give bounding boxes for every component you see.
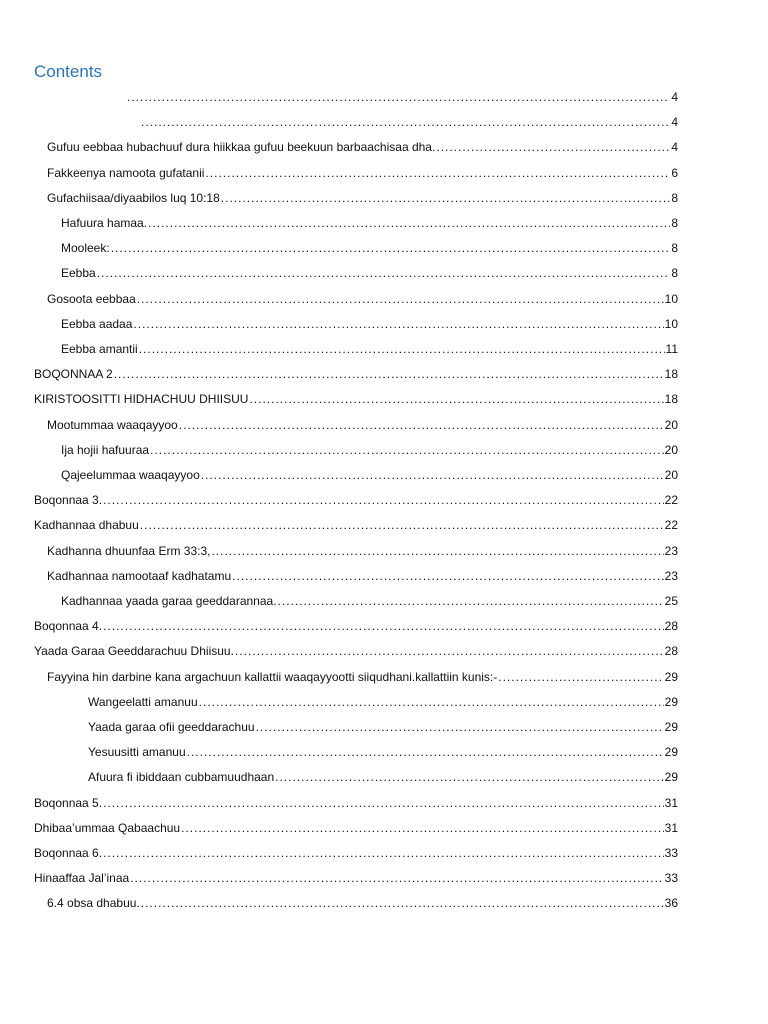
toc-entry[interactable] — [47, 541, 678, 561]
toc-entry[interactable] — [34, 364, 678, 384]
toc-entry-title: Gufuu eebbaa hubachuuf dura hiikkaa gufuu beekuun barbaachisaa dha. — [47, 140, 436, 155]
toc-entry-page-number: 6 — [671, 165, 678, 180]
toc-dot-leader — [235, 641, 664, 661]
toc-entry[interactable] — [61, 440, 678, 460]
toc-entry[interactable] — [61, 465, 678, 485]
toc-dot-leader — [114, 364, 664, 384]
toc-entry-title: KIRISTOOSITTI HIDHACHUU DHIISUU — [34, 392, 249, 407]
toc-dot-leader — [436, 137, 670, 157]
toc-dot-leader — [150, 440, 664, 460]
toc-dot-leader — [187, 742, 664, 762]
toc-dot-leader — [211, 541, 663, 561]
toc-entry-title: Eebba — [61, 266, 96, 281]
toc-dot-leader — [201, 465, 664, 485]
toc-entry-title: Boqonnaa 5. — [34, 795, 103, 810]
toc-entry-page-number: 22 — [664, 518, 678, 533]
toc-dot-leader — [130, 868, 663, 888]
toc-entry[interactable] — [88, 742, 678, 762]
toc-dot-leader — [137, 289, 664, 309]
toc-entry-page-number: 18 — [664, 392, 678, 407]
toc-entry-title: Fayyina hin darbine kana argachuun kallattii waaqayyootti siiqudhani.kallattiin kunis:- — [47, 669, 498, 684]
toc-entry-title: Mootummaa waaqayyoo — [47, 417, 178, 432]
toc-entry-page-number: 8 — [671, 216, 678, 230]
toc-entry-page-number: 23 — [664, 543, 678, 558]
toc-entry[interactable] — [34, 490, 678, 510]
toc-entry-title: Yesuusitti amanuu — [88, 745, 186, 760]
toc-dot-leader — [111, 238, 671, 258]
toc-dot-leader — [141, 112, 670, 132]
toc-entry-page-number: 10 — [664, 316, 678, 331]
toc-entry-page-number: 28 — [664, 644, 678, 659]
toc-entry-title: Kadhannaa dhabuu — [34, 518, 139, 533]
toc-entry-page-number: 29 — [664, 770, 678, 785]
toc-entry-page-number: 4 — [671, 115, 678, 130]
toc-entry-title: Eebba amantii — [61, 342, 138, 356]
toc-entry-page-number: 23 — [664, 568, 678, 583]
toc-entry[interactable] — [34, 818, 678, 838]
toc-entry-title: Eebba aadaa — [61, 316, 133, 331]
toc-heading: Contents — [34, 62, 103, 81]
toc-entry[interactable] — [88, 767, 678, 787]
toc-dot-leader — [498, 667, 663, 687]
toc-dot-leader — [141, 893, 664, 913]
toc-entry-title: Gosoota eebbaa — [47, 291, 136, 306]
toc-entry-title: Yaada garaa ofii geeddarachuu — [88, 720, 255, 734]
toc-entry[interactable] — [47, 566, 678, 586]
toc-entry[interactable] — [34, 616, 678, 636]
toc-entry[interactable] — [140, 112, 678, 132]
toc-dot-leader — [127, 87, 670, 107]
toc-entry-page-number: 10 — [664, 291, 678, 306]
toc-entry-title: Boqonnaa 4. — [34, 619, 103, 634]
toc-dot-leader — [179, 415, 664, 435]
toc-dot-leader — [232, 566, 663, 586]
toc-dot-leader — [140, 515, 664, 535]
toc-dot-leader — [103, 793, 664, 813]
toc-dot-leader — [199, 692, 664, 712]
toc-dot-leader — [181, 818, 664, 838]
toc-dot-leader — [221, 188, 671, 208]
toc-entry-page-number: 8 — [671, 190, 678, 205]
toc-entry[interactable] — [34, 793, 678, 813]
toc-entry[interactable] — [61, 238, 678, 258]
toc-entry-title: Kadhannaa yaada garaa geeddarannaa. — [61, 594, 277, 608]
toc-entry[interactable] — [34, 641, 678, 661]
toc-entry-page-number: 29 — [664, 720, 678, 734]
toc-entry-page-number: 18 — [664, 367, 678, 382]
toc-dot-leader — [205, 163, 670, 183]
toc-dot-leader — [148, 213, 670, 233]
toc-entry[interactable] — [47, 289, 678, 309]
toc-entry-title: Boqonnaa 3. — [34, 493, 103, 508]
toc-entry-title: Hinaaffaa Jal’inaa — [34, 871, 130, 886]
toc-entry-title: Dhibaa’ummaa Qabaachuu — [34, 820, 181, 835]
toc-dot-leader — [97, 263, 671, 283]
toc-entry-title: Yaada Garaa Geeddarachuu Dhiisuu. — [34, 644, 234, 659]
toc-entry-title: Boqonnaa 6. — [34, 846, 103, 860]
toc-entry[interactable] — [47, 667, 678, 687]
toc-entry-title: BOQONNAA 2 — [34, 367, 113, 382]
toc-entry[interactable] — [61, 263, 678, 283]
toc-dot-leader — [103, 616, 664, 636]
toc-entry[interactable] — [34, 515, 678, 535]
toc-entry-page-number: 20 — [664, 442, 678, 457]
toc-entry-title: Fakkeenya namoota gufatanii — [47, 165, 205, 180]
toc-entry[interactable] — [34, 868, 678, 888]
toc-entry[interactable] — [34, 843, 678, 863]
toc-entry[interactable] — [47, 188, 678, 208]
toc-entry-title: Hafuura hamaa. — [61, 216, 148, 230]
toc-entry-page-number: 36 — [664, 896, 678, 911]
toc-entry-page-number: 31 — [664, 820, 678, 835]
toc-entry-page-number: 29 — [664, 694, 678, 709]
toc-dot-leader — [103, 490, 664, 510]
toc-entry-page-number: 8 — [671, 266, 678, 281]
toc-dot-leader — [275, 767, 664, 787]
toc-entry[interactable] — [47, 415, 678, 435]
toc-entry-page-number: 11 — [665, 342, 678, 356]
toc-entry-title: Afuura fi ibiddaan cubbamuudhaan — [88, 770, 275, 785]
toc-entry[interactable] — [47, 893, 678, 913]
toc-entry-page-number: 4 — [671, 90, 678, 104]
toc-entry[interactable] — [61, 213, 678, 233]
toc-entry[interactable] — [61, 339, 678, 359]
toc-entry-page-number: 4 — [671, 140, 678, 155]
toc-entry-page-number: 22 — [664, 493, 678, 508]
toc-entry-title: Kadhannaa namootaaf kadhatamu — [47, 568, 232, 583]
toc-entry-title: Ija hojii hafuuraa — [61, 442, 150, 457]
toc-entry[interactable] — [88, 692, 678, 712]
toc-entry-title: Mooleek: — [61, 241, 110, 256]
toc-dot-leader — [103, 843, 664, 863]
toc-entry[interactable] — [61, 314, 678, 334]
toc-dot-leader — [139, 339, 665, 359]
toc-entry[interactable] — [88, 717, 678, 737]
toc-dot-leader — [278, 591, 664, 611]
toc-entry[interactable] — [61, 591, 678, 611]
toc-entry-title: Qajeelummaa waaqayyoo — [61, 468, 200, 482]
toc-dot-leader — [133, 314, 663, 334]
toc-entry[interactable] — [47, 137, 678, 157]
toc-entry-page-number: 33 — [664, 871, 678, 886]
toc-entry-page-number: 33 — [664, 846, 678, 860]
toc-entry-page-number: 8 — [671, 241, 678, 256]
toc-entry-title: 6.4 obsa dhabuu. — [47, 896, 140, 911]
toc-entry-title: Wangeelatti amanuu — [88, 694, 198, 709]
toc-entry-title: Gufachiisaa/diyaabilos luq 10:18 — [47, 190, 220, 205]
toc-dot-leader — [256, 717, 664, 737]
toc-entry-page-number: 25 — [664, 594, 678, 608]
toc-dot-leader — [249, 389, 663, 409]
toc-entry-page-number: 20 — [664, 417, 678, 432]
toc-entry[interactable] — [126, 87, 678, 107]
toc-entry[interactable] — [34, 389, 678, 409]
toc-entry-page-number: 31 — [664, 795, 678, 810]
toc-entry-page-number: 20 — [664, 468, 678, 482]
toc-entry-page-number: 29 — [664, 669, 678, 684]
toc-entry-title: Kadhanna dhuunfaa Erm 33:3, — [47, 543, 211, 558]
toc-entry[interactable] — [47, 163, 678, 183]
toc-entry-page-number: 29 — [664, 745, 678, 760]
toc-entry-page-number: 28 — [664, 619, 678, 634]
